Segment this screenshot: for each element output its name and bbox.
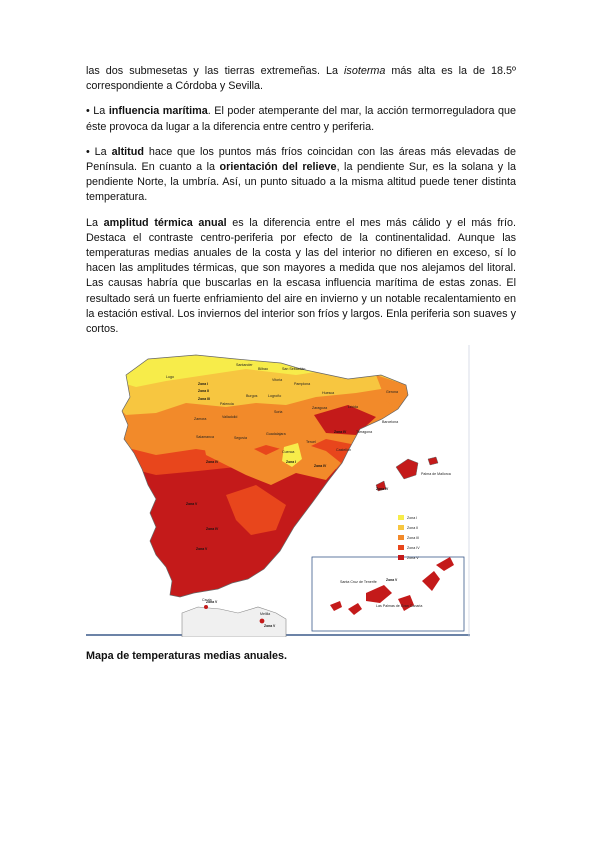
city-lerida: Lérida bbox=[348, 405, 358, 409]
text: es la diferencia entre el mes más cálido y el más frío. Destaca el contraste centro-periferia por efecto de la continentalidad. Aunque las temperaturas medias anuales de la costa y las del interior no difieren en exceso, sí lo hacen las amplitudes térmicas, que son mayores a medida que nos alejamos del litoral. Las causas habría que buscarlas en la escasa influencia marítima de estas zonas. El resultado será un fuerte enfriamiento del aire en invierno y un notable recalentamiento en la estación estival. Los inviernos del interior son fríos y largos. Enla periferia son suaves y cortos. bbox=[86, 216, 516, 336]
map-svg bbox=[86, 345, 470, 637]
legend-label-zona4: Zona IV bbox=[407, 546, 420, 550]
zone-label-v-west: Zona V bbox=[186, 502, 198, 506]
bullet: • bbox=[86, 145, 90, 158]
city-palma: Palma de Mallorca bbox=[421, 472, 451, 476]
paragraph-3 bbox=[86, 145, 516, 206]
bold-altitud: altitud bbox=[111, 145, 144, 158]
zone-label-ii-north: Zona II bbox=[198, 389, 209, 393]
city-tenerife: Santa Cruz de Tenerife bbox=[340, 580, 377, 584]
city-castellon: Castellón bbox=[336, 448, 351, 452]
zone-label-v-canarias: Zona V bbox=[386, 578, 398, 582]
city-zaragoza: Zaragoza bbox=[312, 406, 328, 410]
paragraph-2 bbox=[86, 104, 516, 134]
zone-label-i-center: Zona I bbox=[286, 460, 296, 464]
bullet: • bbox=[86, 105, 90, 118]
city-salamanca: Salamanca bbox=[196, 435, 214, 439]
temperature-map bbox=[86, 345, 470, 637]
text: . El poder atemperante del mar, la acción termorreguladora que éste provoca da lugar a la diferencia entre centro y periferia. bbox=[86, 105, 516, 133]
legend-swatch-zona4 bbox=[398, 545, 404, 550]
city-burgos: Burgos bbox=[246, 394, 258, 398]
zone-label-iv-center: Zona IV bbox=[206, 460, 219, 464]
city-soria: Soria bbox=[274, 410, 283, 414]
city-vitoria: Vitoria bbox=[272, 378, 283, 382]
text: , la pendiente Sur, es la solana y la pendiente Norte, la umbría. Así, un punto situado a la misma altitud puede tener distinta temperatura. bbox=[86, 161, 516, 204]
paragraph-4 bbox=[86, 216, 516, 338]
paragraph-1 bbox=[86, 64, 516, 94]
zone-label-iii-north: Zona III bbox=[198, 397, 210, 401]
city-huesca: Huesca bbox=[322, 391, 335, 395]
text: más alta es la de 18.5º correspondiente a Córdoba y Sevilla. bbox=[86, 65, 517, 93]
city-melilla: Melilla bbox=[260, 612, 271, 616]
legend-label-zona1: Zona I bbox=[407, 516, 418, 520]
emphasis-isoterma: isoterma bbox=[344, 65, 386, 77]
city-valladolid: Valladolid bbox=[222, 415, 238, 419]
legend-swatch-zona2 bbox=[398, 525, 404, 530]
text: La bbox=[89, 105, 109, 118]
text: las dos submesetas y las tierras extremeñas. La bbox=[86, 65, 345, 77]
legend-swatch-zona5 bbox=[398, 555, 404, 560]
city-santander: Santander bbox=[236, 363, 253, 367]
melilla-dot bbox=[260, 619, 265, 624]
map-caption: Mapa de temperaturas medias anuales. bbox=[86, 650, 288, 662]
zone-label-v-melilla: Zona V bbox=[264, 624, 276, 628]
text: La bbox=[86, 216, 104, 229]
city-teruel: Teruel bbox=[306, 440, 316, 444]
city-palencia: Palencia bbox=[220, 402, 234, 406]
city-san-sebastian: San Sebastián bbox=[282, 367, 306, 371]
city-bilbao: Bilbao bbox=[258, 367, 268, 371]
legend-label-zona2: Zona II bbox=[407, 526, 419, 530]
bold-amplitud-termica: amplitud térmica anual bbox=[103, 216, 227, 229]
legend-swatch-zona1 bbox=[398, 515, 404, 520]
city-tarragona: Tarragona bbox=[356, 430, 373, 434]
zone-label-iv-east: Zona IV bbox=[314, 464, 327, 468]
zone-label-iv-baleares: Zona IV bbox=[376, 487, 389, 491]
ceuta-dot bbox=[204, 605, 208, 609]
city-gerona: Gerona bbox=[386, 390, 398, 394]
document-body bbox=[86, 64, 516, 347]
zone-label-v-south: Zona V bbox=[196, 547, 208, 551]
text: hace que los puntos más fríos coincidan con las áreas más elevadas de Península. En cuanto a la bbox=[86, 145, 517, 174]
city-lugo: Lugo bbox=[166, 375, 174, 379]
city-barcelona: Barcelona bbox=[382, 420, 399, 424]
zone-label-v-ceuta: Zona V bbox=[206, 600, 218, 604]
bold-influencia-maritima: influencia marítima bbox=[108, 105, 208, 118]
zone-label-i: Zona I bbox=[198, 382, 208, 386]
legend-label-zona3: Zona III bbox=[407, 536, 420, 540]
city-pamplona: Pamplona bbox=[294, 382, 311, 386]
city-zamora: Zamora bbox=[194, 417, 207, 421]
zone-label-iv-south: Zona IV bbox=[206, 527, 219, 531]
text: La bbox=[89, 145, 112, 158]
legend-swatch-zona3 bbox=[398, 535, 404, 540]
legend-label-zona5: Zona V bbox=[407, 556, 419, 560]
city-ceuta: Ceuta bbox=[202, 598, 212, 602]
city-cuenca: Cuenca bbox=[282, 450, 295, 454]
bold-orientacion-relieve: orientación del relieve bbox=[219, 161, 337, 174]
city-segovia: Segovia bbox=[234, 436, 247, 440]
city-las-palmas: Las Palmas de Gran Canaria bbox=[376, 604, 423, 608]
city-guadalajara: Guadalajara bbox=[266, 432, 286, 436]
zone-label-iv-ebro: Zona IV bbox=[334, 430, 347, 434]
city-logrono: Logroño bbox=[268, 394, 282, 398]
